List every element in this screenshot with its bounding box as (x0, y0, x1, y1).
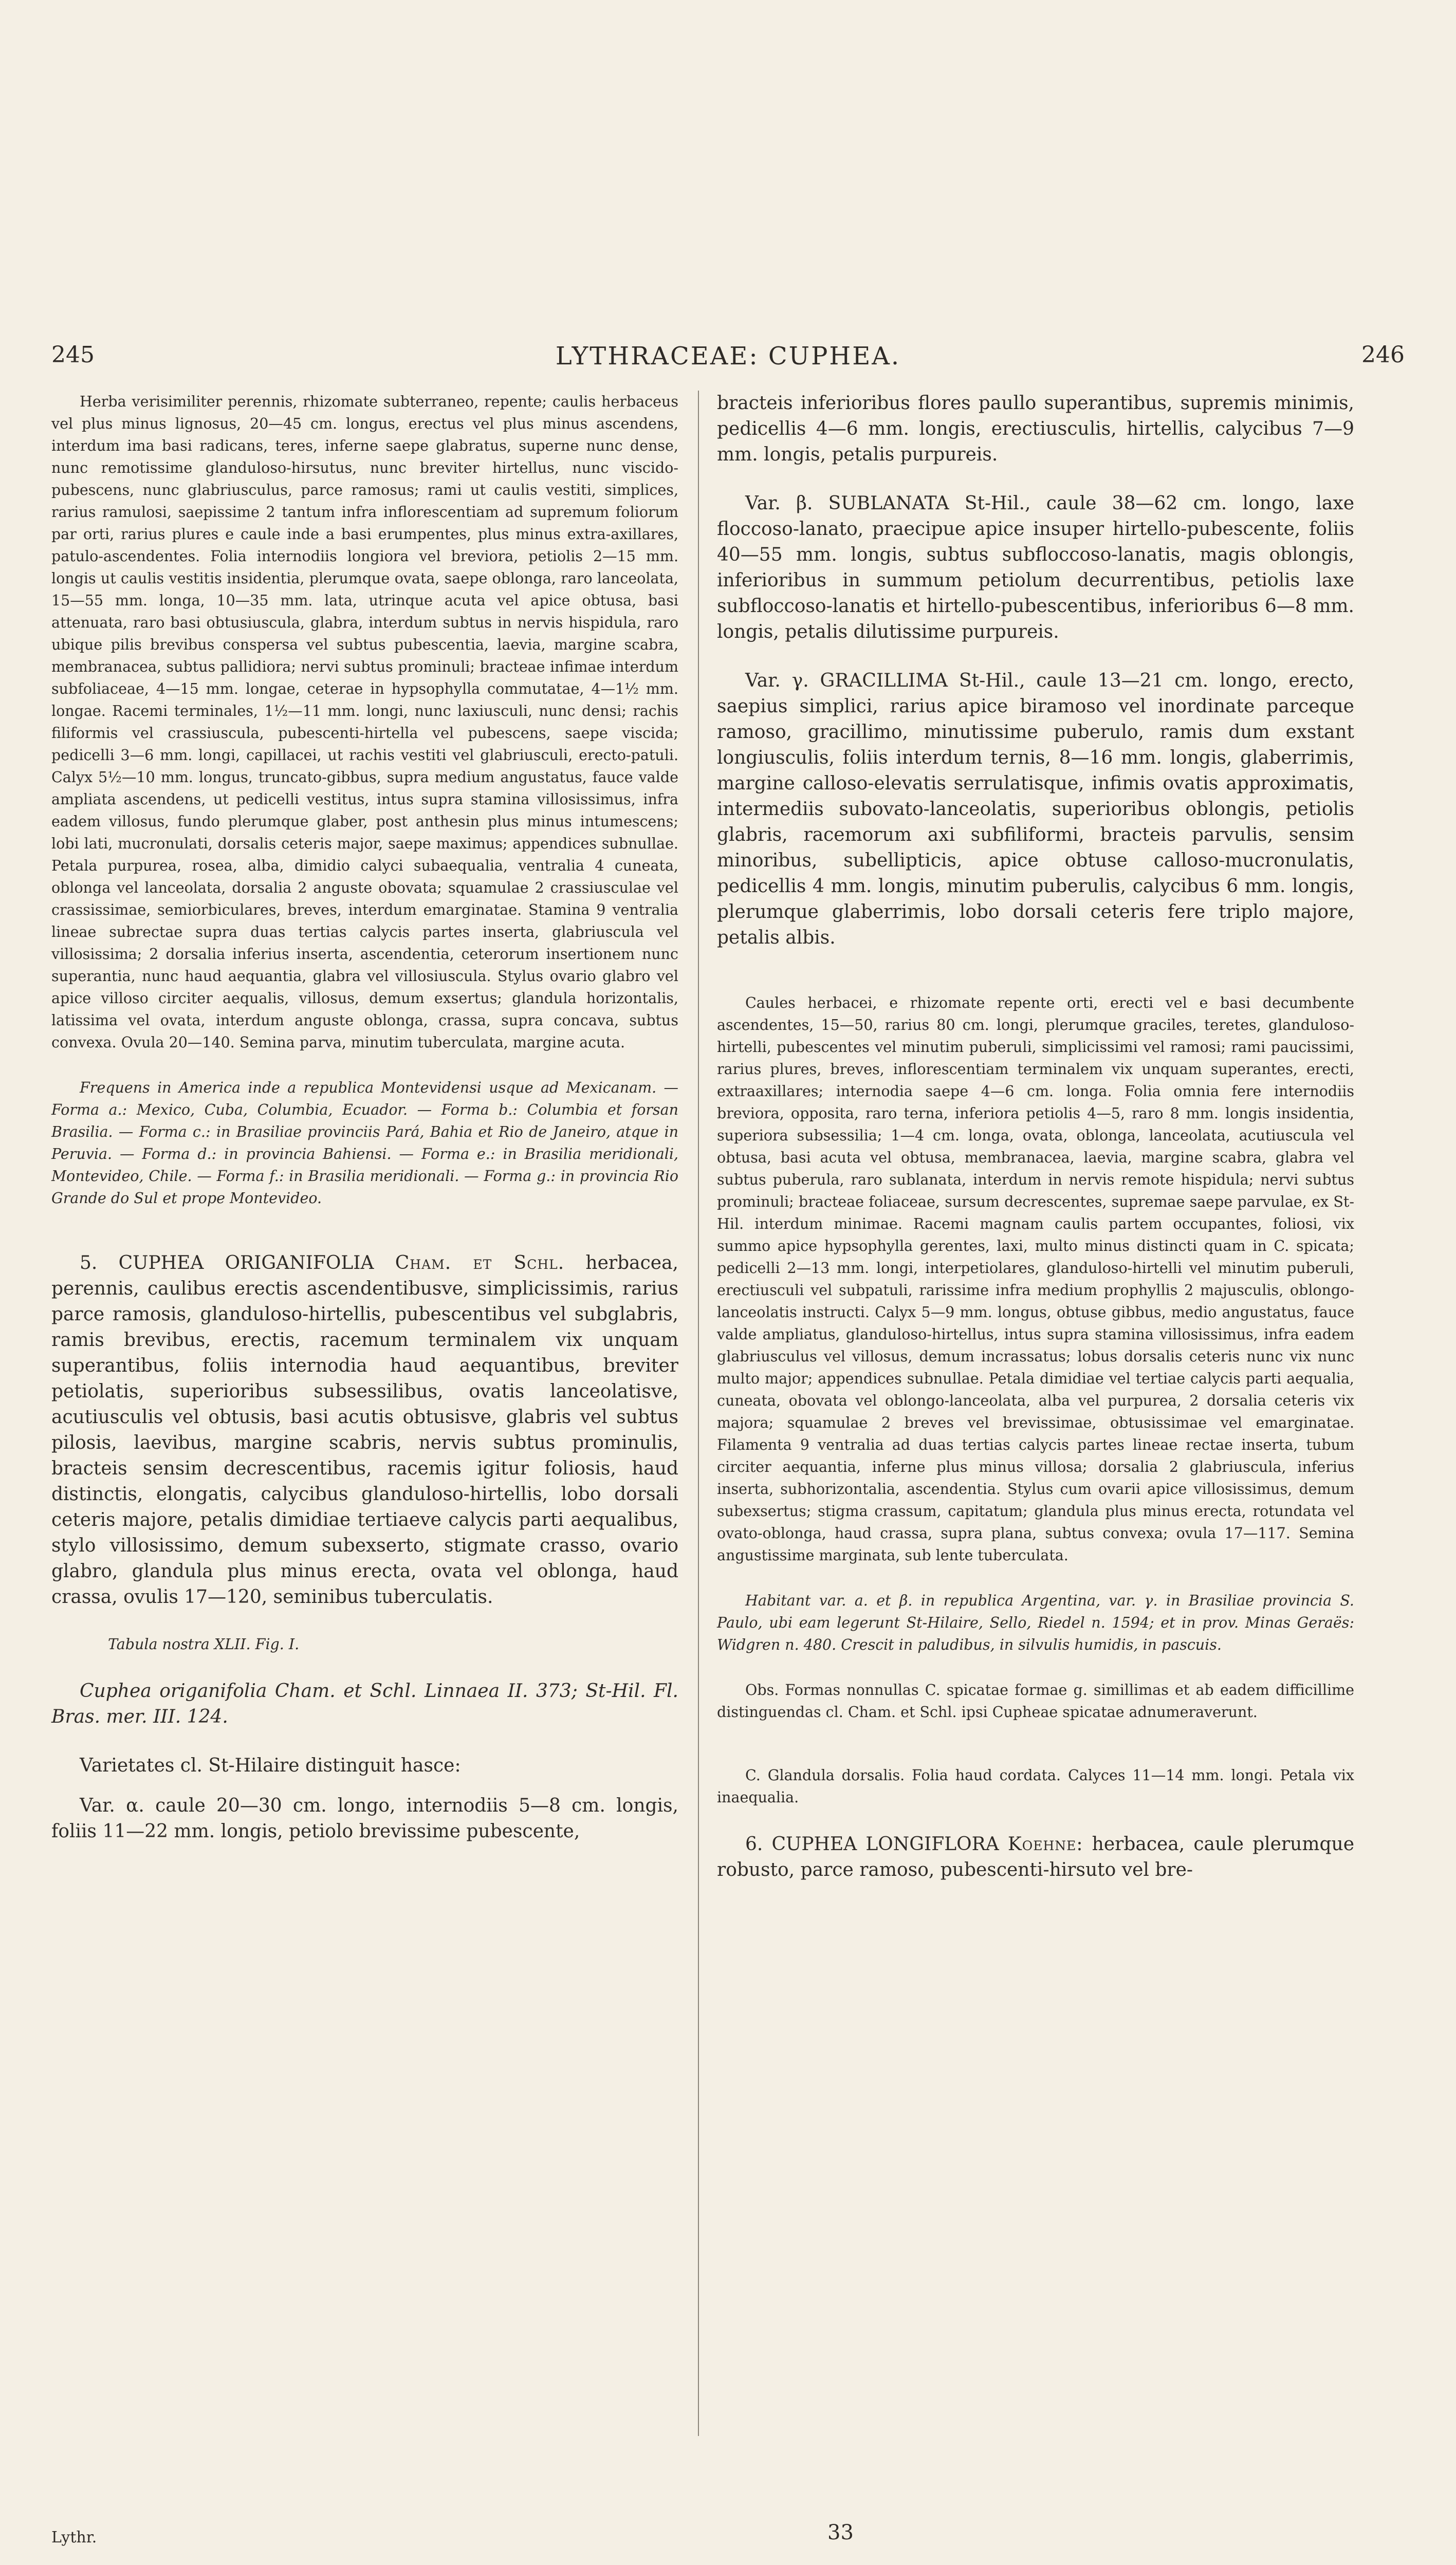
page-number-left: 245 (51, 342, 95, 368)
species-5-diagnosis: herbacea, perennis, caulibus erectis ascendentibusve, simplicissimis, rarius parce ramosis, glanduloso-hirtellis, pubescentibus vel subglabris, ramis brevibus, erectis, racemum terminalem vix unquam superantibus, foliis internodia haud aequantibus, breviter petiolatis, superioribus subsessilibus, ovatis lanceolatisve, acutiusculis vel obtusis, basi acutis obtusisve, glabris vel subtus pilosis, laevibus, margine scabris, nervis subtus prominulis, bracteis sensim decrescentibus, racemis igitur foliosis, haud distinctis, elongatis, calycibus glanduloso-hirtellis, lobo dorsali ceteris majore, petalis dimidiae tertiaeve calycis parti aequalibus, stylo villosissimo, demum subexserto, stigmate crasso, ovario glabro, glandula plus minus erecta, ovata vel oblonga, haud crassa, ovulis 17—120, seminibus tuberculatis. (51, 1252, 679, 1608)
species-6-diagnosis: herbacea, caule plerumque robusto, parce ramoso, pubescenti-hirsuto vel bre- (717, 1834, 1354, 1880)
species-6-author: Koehne: (1007, 1834, 1083, 1855)
habitat-paragraph: Habitant var. a. et β. in republica Argentina, var. γ. in Brasiliae provincia S. Paulo, ubi eam legerunt St-Hilaire, Sello, Riedel n. 1594; et in prov. Minas Geraës: Widgren n. 480. Crescit in paludibus, in silvulis humidis, in pascuis. (717, 1592, 1354, 1653)
stem-description-paragraph: Caules herbacei, e rhizomate repente orti, erecti vel e basi decumbente ascendentes, 15—50, rarius 80 cm. longi, plerumque graciles, teretes, glanduloso-hirtelli, pubescentes vel minutim puberuli, simplicissimi vel ramosi; rami paucissimi, rarius plures, breves, inflorescentiam terminalem vix unquam superantes, erecti, extraaxillares; internodia saepe 4—6 cm. longa. Folia omnia fere internodiis breviora, opposita, raro terna, inferiora petiolis 4—5, raro 8 mm. longis insidentia, superiora subsessilia; 1—4 cm. longa, ovata, oblonga, lanceolata, acutiuscula vel obtusa, basi acuta vel obtusa, membranacea, laevia, margine scabra, glabra vel subtus puberula, raro sublanata, interdum in nervis remote hispidula; nervi subtus prominuli; bracteae foliaceae, sursum decrescentes, supremae saepe parvulae, ex St-Hil. interdum minimae. Racemi magnam caulis partem occupantes, foliosi, vix summo apice hypsophylla gerentes, laxi, multo minus distincti quam in C. spicata; pedicelli 2—13 mm. longi, interpetiolares, glanduloso-hirtelli vel minutim puberuli, erectiusculi vel subpatuli, rarissime infra medium prophyllis 2 majusculis, oblongo-lanceolatis instructi. Calyx 5—9 mm. longus, obtuse gibbus, medio angustatus, fauce valde ampliatus, glanduloso-hirtellus, intus supra stamina villosissimus, infra eadem glabriusculus vel villosus, demum incrassatus; lobus dorsalis ceteris nunc vix nunc multo major; appendices subnullae. Petala dimidiae vel tertiae calycis parti aequalia, cuneata, obovata vel oblongo-lanceolata, alba vel purpurea, 2 dorsalia ceteris vix majora; squamulae 2 breves vel brevissimae, obtusissimae vel emarginatae. Filamenta 9 ventralia ad duas tertias calycis partes lineae rectae inserta, tubum circiter aequantia, inferne plus minus villosa; dorsalia 2 glabriuscula, inferius inserta, subhorizontalia, ascendentia. Stylus cum ovarii apice villosissimus, demum subexsertus; stigma crassum, capitatum; glandula plus minus erecta, rotundata vel ovato-oblonga, haud crassa, supra plana, subtus convexa; ovula 17—117. Semina angustissime marginata, sub lente tuberculata. (717, 994, 1354, 1564)
species-5-heading: 5. CUPHEA ORIGANIFOLIA (80, 1252, 374, 1274)
variety-alpha-continued: bracteis inferioribus flores paullo superantibus, supremis minimis, pedicellis 4—6 mm. longis, erectiusculis, hirtellis, calycibus 7—9 mm. longis, petalis purpureis. (717, 393, 1354, 465)
footer-signature-number: 33 (827, 2521, 854, 2544)
species-5-author: Cham. et Schl. (395, 1252, 565, 1274)
variety-alpha-text: Var. α. caule 20—30 cm. longo, internodiis 5—8 cm. longis, foliis 11—22 mm. longis, petiolo brevissime pubescente, (51, 1795, 678, 1842)
variety-beta-text: Var. β. SUBLANATA St-Hil., caule 38—62 cm. longo, laxe floccoso-lanato, praecipue apice insuper hirtello-pubescente, foliis 40—55 mm. longis, subtus subfloccoso-lanatis, magis oblongis, inferioribus in summum petiolum decurrentibus, petiolis laxe subfloccoso-lanatis et hirtello-pubescentibus, inferioribus 6—8 mm. longis, petalis dilutissime purpureis. (717, 493, 1354, 642)
distribution-paragraph: Frequens in America inde a republica Montevidensi usque ad Mexicanam. — Forma a.: Mexico, Cuba, Columbia, Ecuador. — Forma b.: Columbia et forsan Brasilia. — Forma c.: in Brasiliae provinciis Pará, Bahia et Rio de Janeiro, atque in Peruvia. — Forma d.: in provincia Bahiensi. — Forma e.: in Brasilia meridionali, Montevideo, Chile. — Forma f.: in Brasilia meridionali. — Forma g.: in provincia Rio Grande do Sul et prope Montevideo. (51, 1079, 678, 1207)
varieties-intro: Varietates cl. St-Hilaire distinguit hasce: (80, 1755, 461, 1776)
species-6-paragraph (717, 1832, 1354, 1883)
section-c-key: C. Glandula dorsalis. Folia haud cordata. Calyces 11—14 mm. longi. Petala vix inaequalia. (717, 1767, 1354, 1806)
page-number-right: 246 (1361, 342, 1405, 368)
running-header (51, 342, 1405, 378)
running-title: LYTHRACEAE: CUPHEA. (555, 342, 901, 371)
description-paragraph: Herba verisimiliter perennis, rhizomate subterraneo, repente; caulis herbaceus vel plus minus lignosus, 20—45 cm. longus, erectus vel plus minus ascendens, interdum ima basi radicans, teres, inferne saepe glabratus, superne nunc dense, nunc remotissime glanduloso-hirsutus, nunc breviter hirtellus, nunc viscido-pubescens, nunc glabriusculus, parce ramosus; rami ut caulis vestiti, simplices, rarius ramulosi, saepissime 2 tantum infra inflorescentiam ad supremum foliorum par orti, rarius plures e caule inde a basi erumpentes, plus minus extra-axillares, patulo-ascendentes. Folia internodiis longiora vel breviora, petiolis 2—15 mm. longis ut caulis vestitis insidentia, plerumque ovata, saepe oblonga, raro lanceolata, 15—55 mm. longa, 10—35 mm. lata, utrinque acuta vel apice obtusa, basi attenuata, raro basi obtusiuscula, glabra, interdum subtus in nervis hispidula, raro ubique pilis brevibus conspersa vel subtus pubescentia, laevia, margine scabra, membranacea, subtus pallidiora; nervi subtus prominuli; bracteae infimae interdum subfoliaceae, 4—15 mm. longae, ceterae in hypsophylla commutatae, 4—1½ mm. longae. Racemi terminales, 1½—11 mm. longi, nunc laxiusculi, nunc densi; rachis filiformis vel crassiuscula, pubescenti-hirtella vel pubescens, saepe viscida; pedicelli 3—6 mm. longi, capillacei, ut rachis vestiti vel glabriusculi, erecto-patuli. Calyx 5½—10 mm. longus, truncato-gibbus, supra medium angustatus, fauce valde ampliata ascendens, ut pedicelli vestitus, intus supra stamina villosissimus, infra eadem villosus, fundo plerumque glaber, post anthesin plus minus intumescens; lobi lati, mucronulati, dorsalis ceteris major, saepe maximus; appendices subnullae. Petala purpurea, rosea, alba, dimidio calyci subaequalia, ventralia 4 cuneata, oblonga vel lanceolata, dorsalia 2 anguste obovata; squamulae 2 crassiusculae vel crassissimae, semiorbiculares, breves, interdum emarginatae. Stamina 9 ventralia lineae subrectae supra duas tertias calycis partes inserta, glabriuscula vel villosissima; 2 dorsalia inferius inserta, ascendentia, ceterorum insertionem nunc superantia, nunc haud aequantia, glabra vel villosiuscula. Stylus ovario glabro vel apice villoso circiter aequalis, villosus, demum exsertus; glandula horizontalis, latissima vel ovata, interdum anguste oblonga, crassa, supra concava, subtus convexa. Ovula 20—140. Semina parva, minutim tuberculata, margine acuta. (51, 393, 678, 1051)
synonymy-citation: Cuphea origanifolia Cham. et Schl. Linnaea II. 373; St-Hil. Fl. Bras. mer. III. 124. (51, 1681, 678, 1727)
observation-paragraph: Obs. Formas nonnullas C. spicatae formae g. simillimas et ab eadem difficillime distinguendas cl. Cham. et Schl. ipsi Cupheae spicatae adnumeraverunt. (717, 1682, 1354, 1721)
variety-gamma-text: Var. γ. GRACILLIMA St-Hil., caule 13—21 cm. longo, erecto, saepius simplici, rarius apice biramoso vel inordinate parceque ramoso, gracillimo, minutissime puberulo, ramis dum exstant longiusculis, foliis interdum ternis, 8—16 mm. longis, glaberrimis, margine calloso-elevatis serrulatisque, infimis ovatis approximatis, intermediis subovato-lanceolatis, superioribus oblongis, petiolis glabris, racemorum axi subfiliformi, bracteis parvulis, sensim minoribus, subellipticis, apice obtuse calloso-mucronulatis, pedicellis 4 mm. longis, minutim puberulis, calycibus 6 mm. longis, plerumque glaberrimis, lobo dorsali ceteris fere triplo majore, petalis albis. (717, 670, 1354, 948)
column-divider (698, 391, 699, 2436)
species-5-paragraph (51, 1250, 678, 1610)
right-column (717, 391, 1354, 1883)
species-6-heading: 6. CUPHEA LONGIFLORA (745, 1834, 999, 1855)
footer-signature-label: Lythr. (51, 2529, 97, 2546)
plate-reference: Tabula nostra XLII. Fig. I. (108, 1636, 300, 1653)
left-column (51, 391, 678, 1844)
